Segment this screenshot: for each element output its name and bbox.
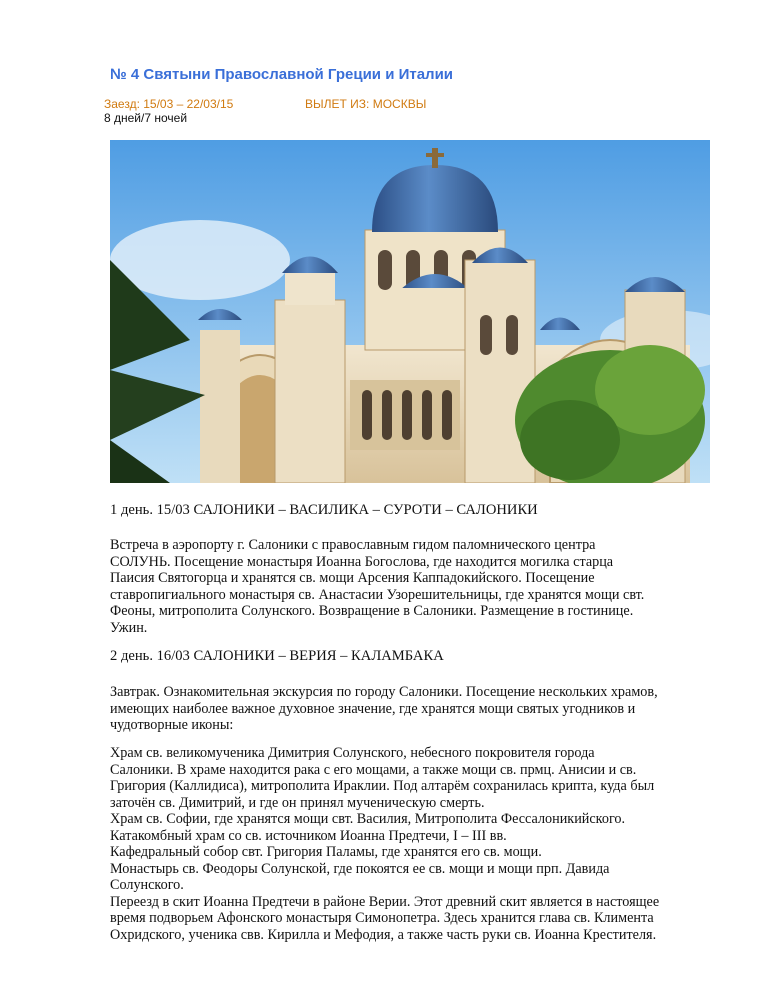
day2-heading: 2 день. 16/03 САЛОНИКИ – ВЕРИЯ – КАЛАМБАКА xyxy=(110,648,444,664)
day2-line: Переезд в скит Иоанна Предтечи в районе Верии. Этот древний скит является в настоящее xyxy=(110,893,660,910)
day1-line: Встреча в аэропорту г. Салоники с православным гидом паломнического центра xyxy=(110,537,596,553)
tour-dates: Заезд: 15/03 – 22/03/15 xyxy=(104,97,234,111)
day2-intro xyxy=(110,684,720,734)
tour-title: № 4 Святыни Православной Греции и Италии xyxy=(110,66,454,83)
day1-description xyxy=(110,537,720,636)
day2-line: Катакомбный храм со св. источником Иоанна Предтечи, I – III вв. xyxy=(110,827,507,844)
departure-city: ВЫЛЕТ ИЗ: МОСКВЫ xyxy=(305,97,427,111)
day2-line: Солунского. xyxy=(110,877,184,893)
day2-line: Монастырь св. Феодоры Солунской, где покоятся ее св. мощи и мощи прп. Давида xyxy=(110,860,610,877)
day2-line: Григория (Каллидиса), митрополита Ираклии. Под алтарём сохранилась крипта, куда был xyxy=(110,778,655,794)
cathedral-photo xyxy=(110,140,710,483)
day2-description xyxy=(110,745,720,943)
day1-line: ставропигиального монастыря св. Анастасии Узорешительницы, где хранятся мощи свт. xyxy=(110,586,645,603)
day2-intro-line: Завтрак. Ознакомительная экскурсия по городу Салоники. Посещение нескольких храмов, xyxy=(110,684,658,700)
day2-line: Салоники. В храме находится рака с его мощами, а также мощи св. прмц. Анисии и св. xyxy=(110,761,637,778)
day1-line: Ужин. xyxy=(110,619,148,636)
day2-line: заточён св. Димитрий, и где он принял мученическую смерть. xyxy=(110,794,485,811)
day1-line: Паисия Святогорца и хранятся св. мощи Арсения Каппадокийского. Посещение xyxy=(110,570,595,586)
day2-line: Храм св. великомученика Димитрия Солунского, небесного покровителя города xyxy=(110,745,595,761)
day1-line: СОЛУНЬ. Посещение монастыря Иоанна Богослова, где находится могилка старца xyxy=(110,553,614,570)
day1-line: Феоны, митрополита Солунского. Возвращение в Салоники. Размещение в гостинице. xyxy=(110,603,634,619)
day1-heading: 1 день. 15/03 САЛОНИКИ – ВАСИЛИКА – СУРОТИ – САЛОНИКИ xyxy=(110,502,538,518)
day2-intro-line: чудотворные иконы: xyxy=(110,717,234,733)
day2-line: Храм св. Софии, где хранятся мощи свт. Василия, Митрополита Фессалоникийского. xyxy=(110,811,626,827)
day2-intro-line: имеющих наиболее важное духовное значение, где хранятся мощи святых угодников и xyxy=(110,700,636,717)
day2-line: Кафедральный собор свт. Григория Паламы, где хранятся его св. мощи. xyxy=(110,844,542,860)
day2-line: Охридского, ученика свв. Кирилла и Мефодия, а также часть руки св. Иоанна Крестителя. xyxy=(110,926,657,943)
tour-duration: 8 дней/7 ночей xyxy=(104,111,188,125)
day2-line: время подворьем Афонского монастыря Симонопетра. Здесь хранится глава св. Климента xyxy=(110,910,654,926)
